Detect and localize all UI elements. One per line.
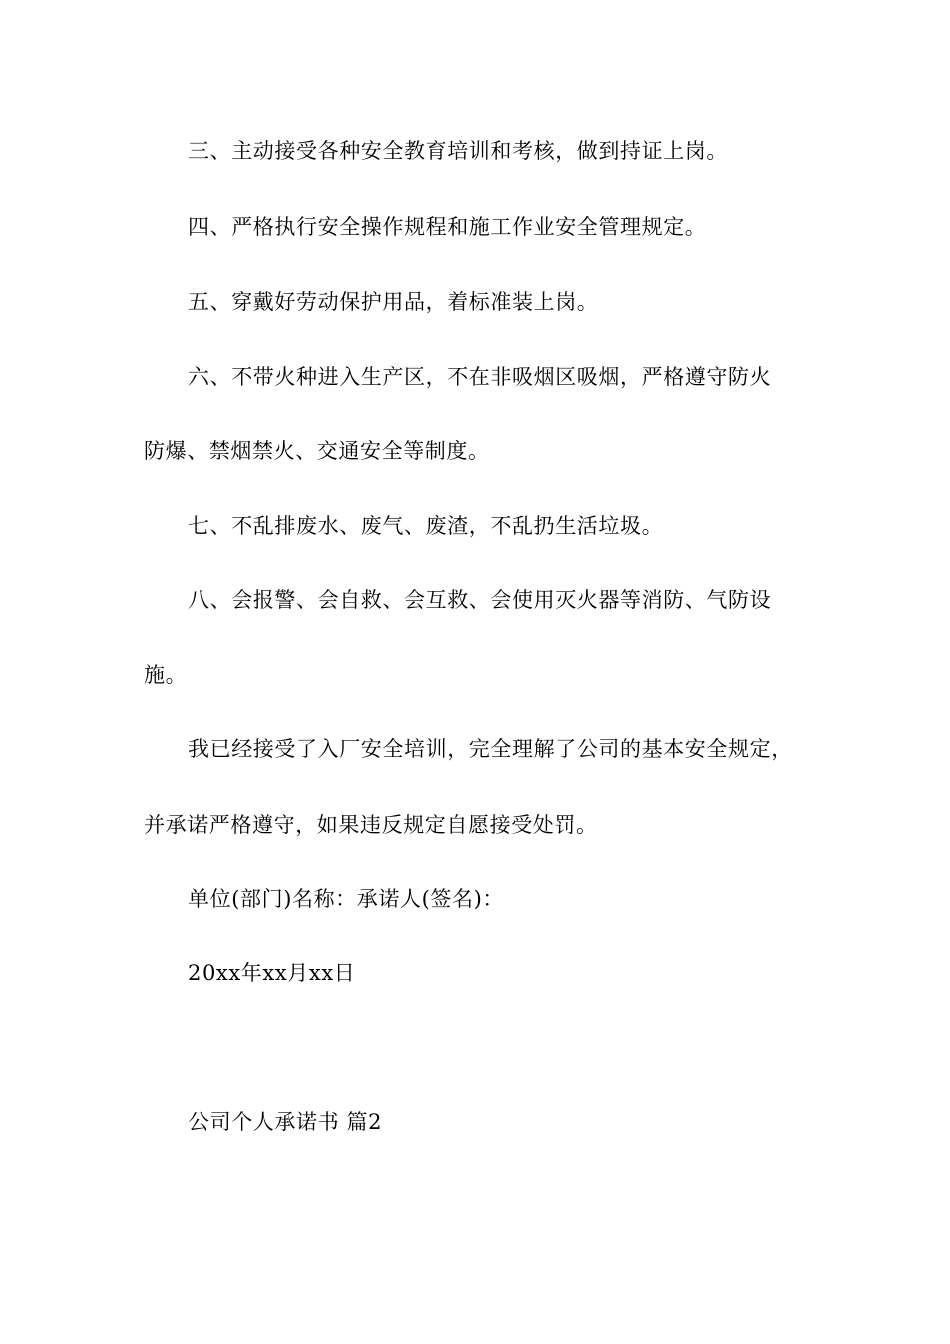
pledge-line-1: 我已经接受了入厂安全培训，完全理解了公司的基本安全规定， bbox=[188, 737, 793, 761]
clause-7: 七、不乱排废水、废气、废渣，不乱扔生活垃圾。 bbox=[188, 514, 664, 538]
section-heading: 公司个人承诺书 篇2 bbox=[188, 1110, 383, 1134]
clause-5: 五、穿戴好劳动保护用品，着标准装上岗。 bbox=[188, 290, 599, 314]
clause-8-line-1: 八、会报警、会自救、会互救、会使用灭火器等消防、气防设 bbox=[188, 588, 772, 612]
clause-6-line-1: 六、不带火种进入生产区，不在非吸烟区吸烟，严格遵守防火 bbox=[188, 365, 772, 389]
clause-3: 三、主动接受各种安全教育培训和考核，做到持证上岗。 bbox=[188, 139, 728, 163]
clause-8-line-2: 施。 bbox=[144, 663, 188, 687]
pledge-line-2: 并承诺严格遵守，如果违反规定自愿接受处罚。 bbox=[144, 813, 598, 837]
signature-line: 单位(部门)名称：承诺人(签名)： bbox=[188, 887, 504, 911]
clause-6-line-2: 防爆、禁烟禁火、交通安全等制度。 bbox=[144, 439, 490, 463]
clause-4: 四、严格执行安全操作规程和施工作业安全管理规定。 bbox=[188, 215, 707, 239]
date-line: 20xx年xx月xx日 bbox=[188, 961, 356, 985]
